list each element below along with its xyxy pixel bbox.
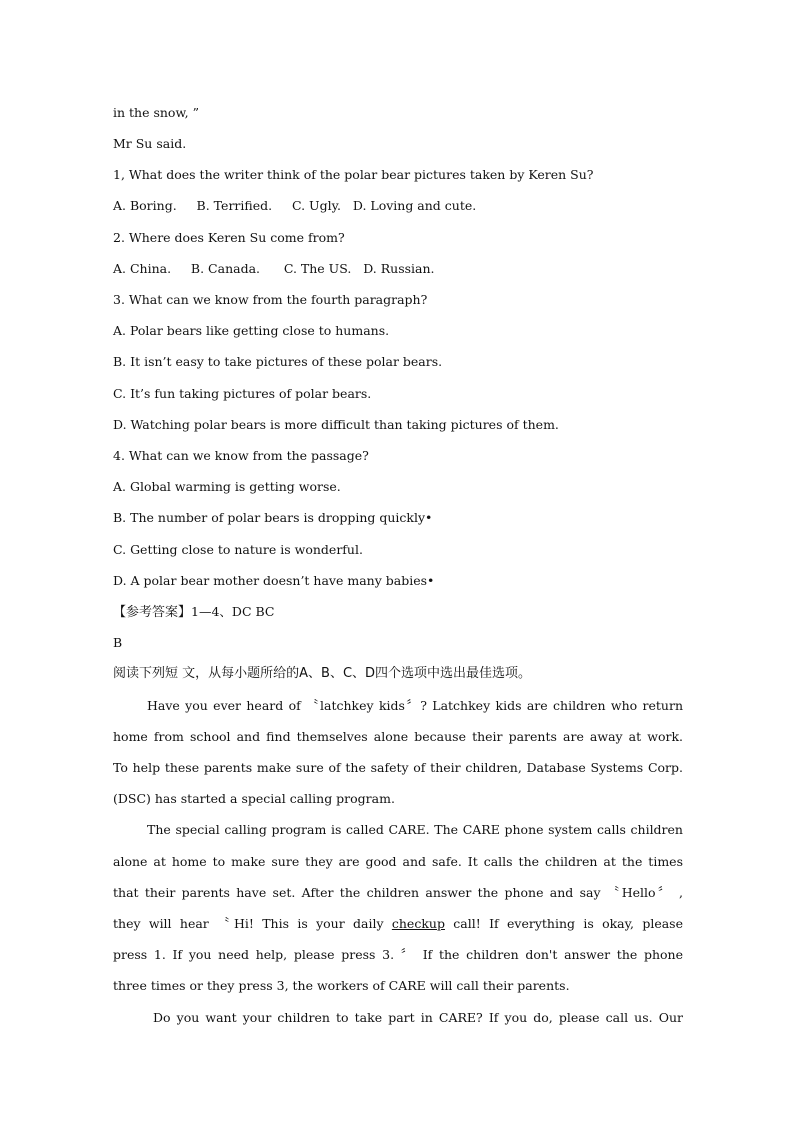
question-4-option-a: A. Global warming is getting worse. (113, 479, 341, 494)
passage-line: Do you want your children to take part in CARE? If you do, please call us. Our (153, 1010, 683, 1025)
question-4-option-b: B. The number of polar bears is dropping quickly• (113, 510, 433, 525)
passage-text: they will hear 〝Hi! This is your daily (113, 916, 392, 931)
passage-line (113, 916, 683, 932)
passage-line: three times or they press 3, the workers of CARE will call their parents. (113, 978, 570, 993)
passage-line: alone at home to make sure they are good and safe. It calls the children at the times (113, 854, 683, 869)
question-4: 4. What can we know from the passage? (113, 448, 369, 463)
text-line: Mr Su said. (113, 136, 187, 151)
question-3-option-c: C. It’s fun taking pictures of polar bears. (113, 386, 372, 401)
question-1-options: A. Boring. B. Terrified. C. Ugly. D. Loving and cute. (113, 198, 477, 213)
passage-line: Have you ever heard of 〝latchkey kids〞? Latchkey kids are children who return (147, 698, 683, 713)
passage-text: call! If everything is okay, please (444, 916, 683, 931)
question-1: 1, What does the writer think of the polar bear pictures taken by Keren Su? (113, 167, 594, 182)
question-3-option-d: D. Watching polar bears is more difficult than taking pictures of them. (113, 417, 559, 432)
passage-line: (DSC) has started a special calling program. (113, 791, 395, 806)
question-4-option-d: D. A polar bear mother doesn’t have many babies• (113, 573, 435, 588)
passage-line: home from school and find themselves alone because their parents are away at work. (113, 729, 683, 744)
passage-line: The special calling program is called CARE. The CARE phone system calls children (147, 822, 683, 837)
passage-line: that their parents have set. After the children answer the phone and say 〝Hello〞 , (113, 885, 683, 900)
question-3-option-b: B. It isn’t easy to take pictures of these polar bears. (113, 354, 443, 369)
question-3: 3. What can we know from the fourth paragraph? (113, 292, 428, 307)
underlined-word: checkup (391, 916, 445, 931)
question-4-option-c: C. Getting close to nature is wonderful. (113, 542, 363, 557)
answer-value: 1—4、DC BC (191, 604, 275, 619)
passage-line: press 1. If you need help, please press 3. 〞 If the children don't answer the phone (113, 947, 683, 962)
section-instruction: 阅读下列短 文，从每小题所给的A、B、C、D四个选项中选出最佳选项。 (113, 666, 532, 681)
passage-line: To help these parents make sure of the safety of their children, Database Systems Corp. (113, 760, 683, 775)
section-letter: B (113, 635, 123, 650)
text-line: in the snow, ” (113, 105, 200, 120)
answer-line (113, 604, 683, 621)
answer-label: 【参考答案】 (113, 605, 192, 620)
question-3-option-a: A. Polar bears like getting close to humans. (113, 323, 390, 338)
question-2-options: A. China. B. Canada. C. The US. D. Russian. (113, 261, 435, 276)
question-2: 2. Where does Keren Su come from? (113, 230, 345, 245)
